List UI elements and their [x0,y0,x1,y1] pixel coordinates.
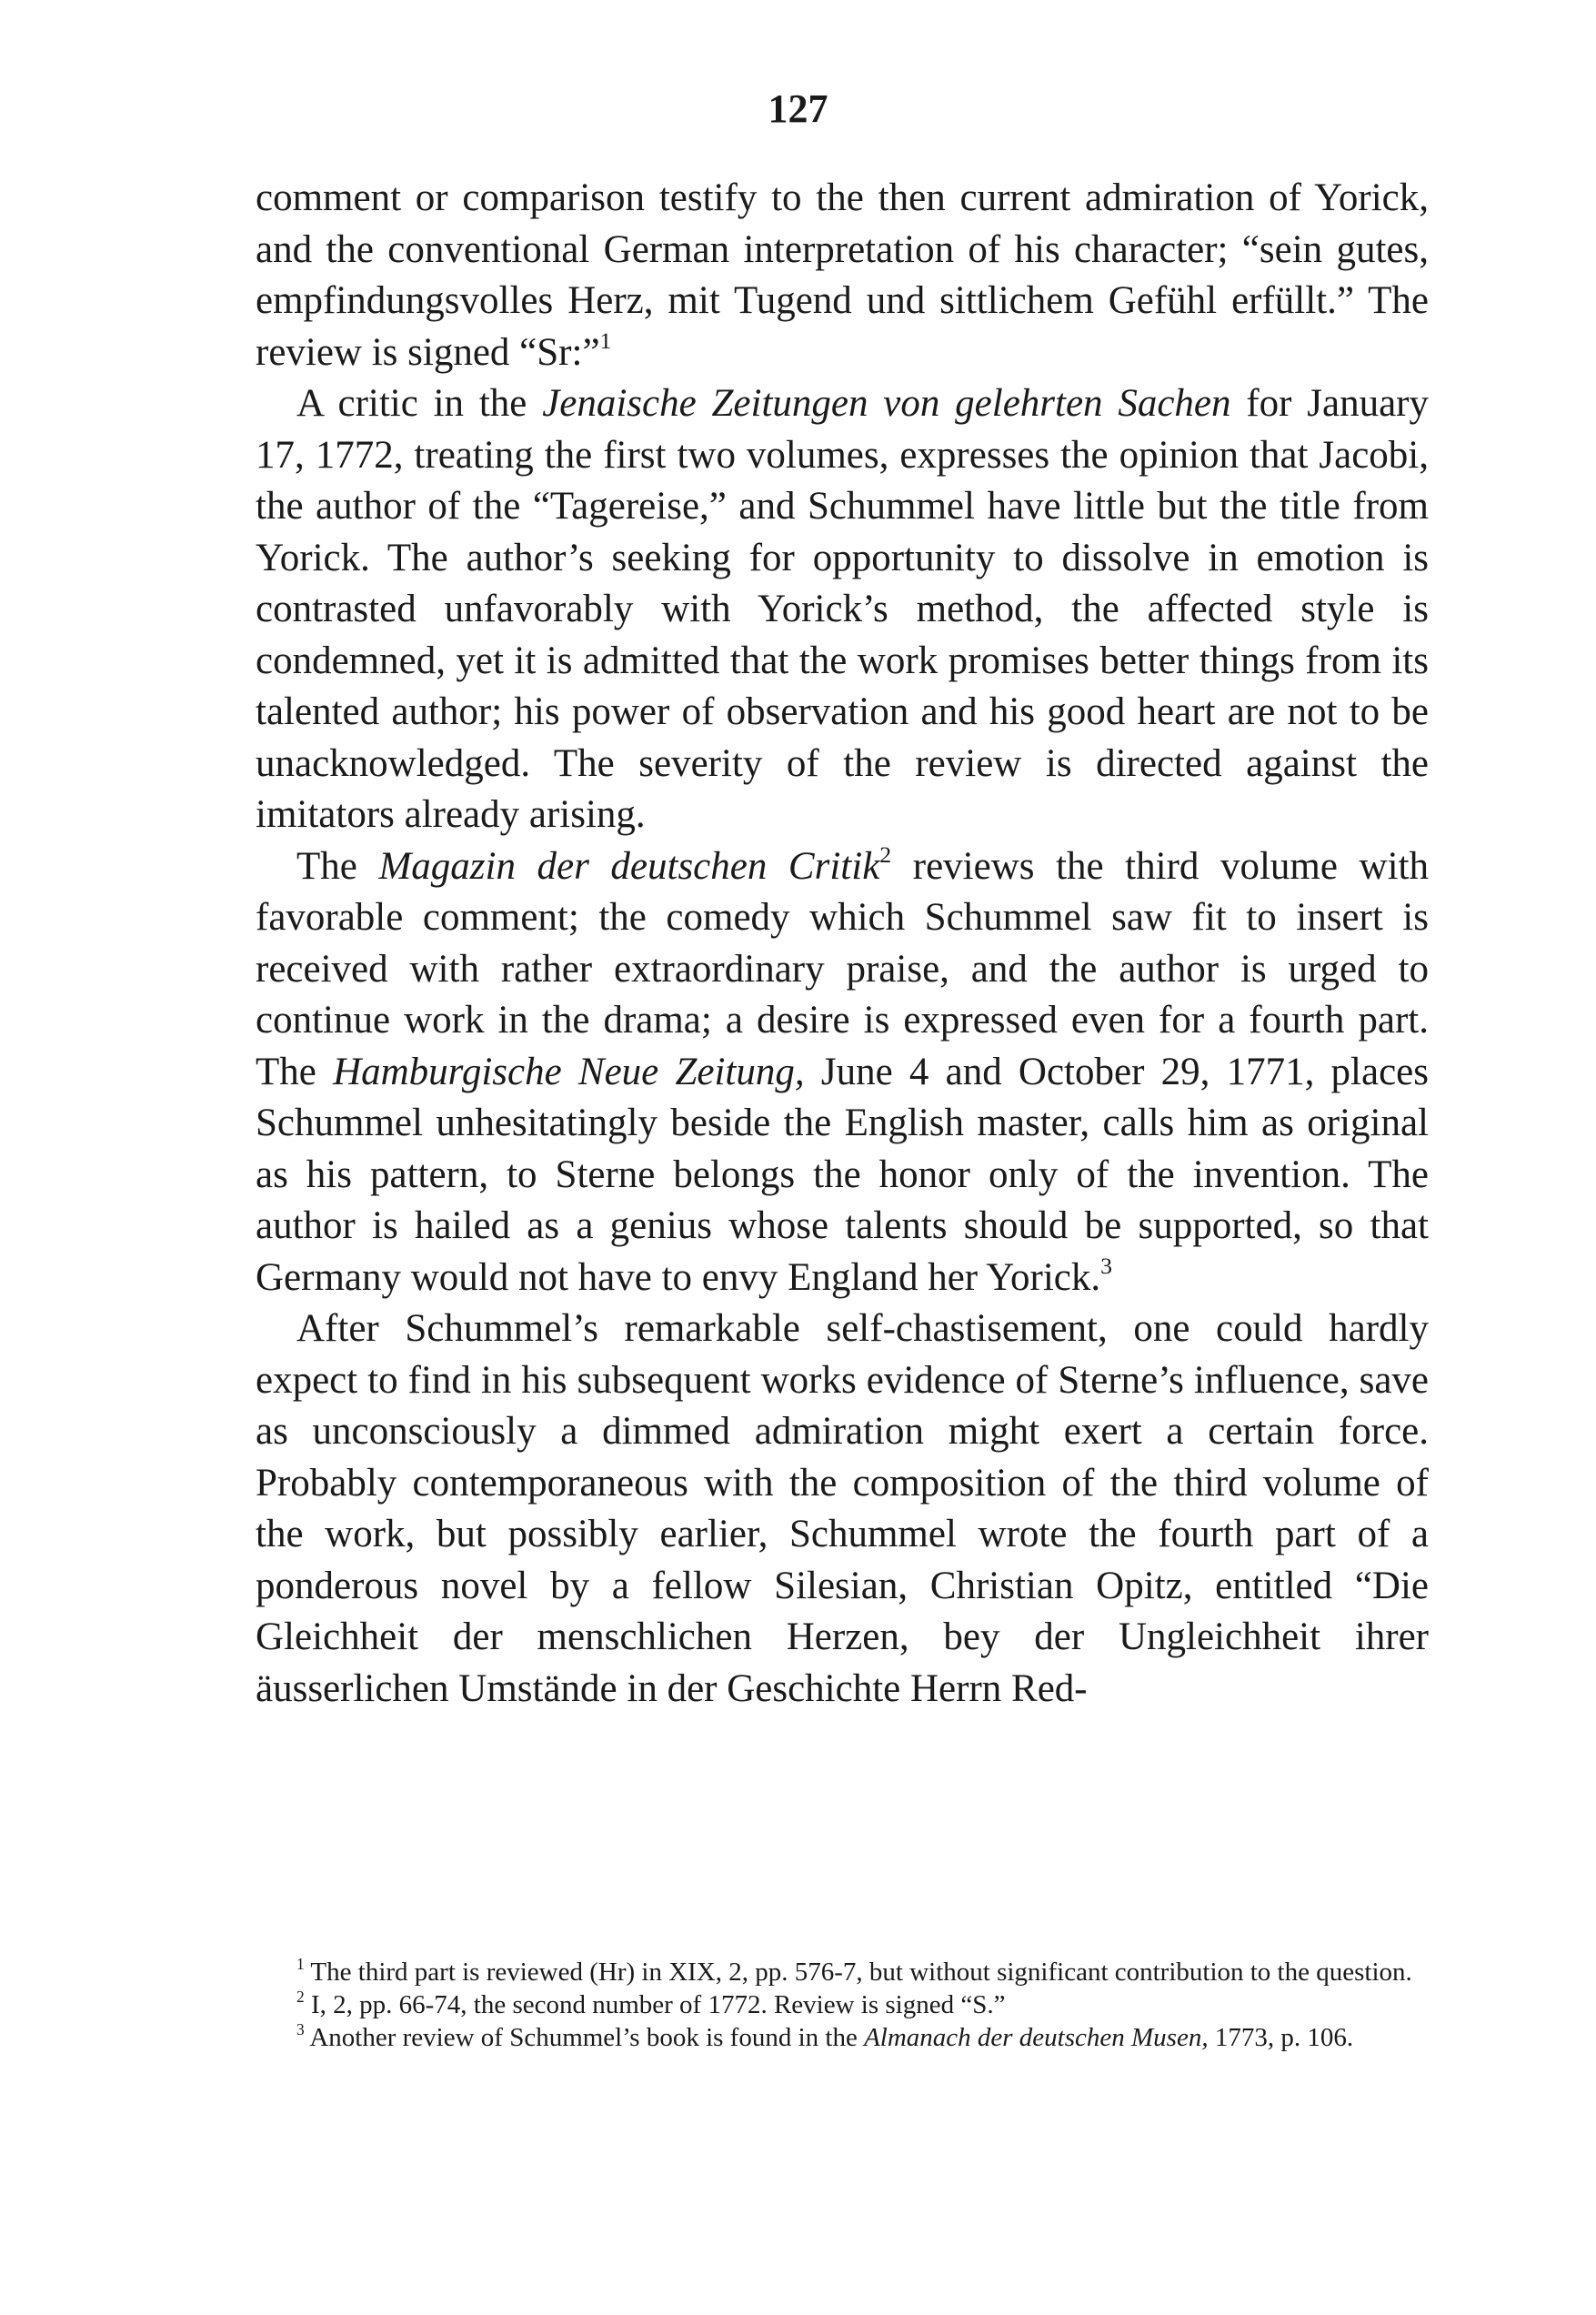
footnote-marker: 1 [296,1954,305,1973]
text-run: A critic in the [296,382,543,425]
paragraph [256,1303,1429,1715]
body-text [256,173,1429,1715]
text-run: The [296,844,379,888]
footnote [256,2021,1429,2054]
text-run: for January 17, 1772, treating the first two volumes, expresses the opinion that Jacobi, the author of the “Tagereise,” and Schummel have little but the title from Yorick. The author’s seeking for opportunity to dissolve in emotion is contrasted unfavorably with Yorick’s method, the affected style is condemned, yet it is admitted that the work promises better things from its talented author; his power of observation and his good heart are not to be unacknowledged. The severity of the review is directed against the imitators already arising. [256,382,1429,836]
italic-title: Jenaische Zeitungen von gelehrten Sachen [542,382,1231,425]
italic-title: Hamburgische Neue Zeitung, [333,1050,805,1093]
text-run: June 4 and October 29, 1771, places Schummel unhesitatingly beside the English master, calls him as original as his pattern, to Sterne belongs the honor only of the invention. The author is hailed as a genius whose talents should be supported, so that Germany would not have to envy England her Yorick. [256,1050,1429,1299]
paragraph [256,841,1429,1304]
footnote-marker: 1 [599,327,612,354]
footnote [256,1988,1429,2021]
footnote-marker: 2 [296,1987,305,2006]
paragraph [256,173,1429,378]
text-run: Another review of Schummel’s book is found in the [304,2023,865,2052]
footnote-marker: 3 [296,2019,305,2038]
italic-title: Magazin der deutschen Critik [378,844,880,888]
footnote-marker: 3 [1100,1252,1113,1279]
footnotes [256,1956,1429,2054]
text-run: The third part is reviewed (Hr) in XIX, 2, pp. 576-7, but without significant contribution to the question. [304,1958,1412,1987]
text-run: comment or comparison testify to the then current admiration of Yorick, and the conventional German interpretation of his character; “sein gutes, empfindungsvolles Herz, mit Tugend und sittlichem Gefühl erfüllt.” The review is signed “Sr:” [256,176,1429,374]
italic-title: Almanach der deutschen Musen, [864,2023,1209,2052]
page-number: 127 [768,86,828,131]
text-run: After Schummel’s remarkable self-chastisement, one could hardly expect to find in his subsequent works evidence of Sterne’s influence, save as unconsciously a dimmed admiration might exert a certain force. Probably contemporaneous with the composition of the third volume of the work, but possibly earlier, Schummel wrote the fourth part of a ponderous novel by a fellow Silesian, Christian Opitz, entitled “Die Gleichheit der menschlichen Herzen, bey der Ungleichheit ihrer äusserlichen Umstände in der Geschichte Herrn Red- [256,1307,1429,1710]
footnote [256,1956,1429,1988]
text-run: I, 2, pp. 66-74, the second number of 1772. Review is signed “S.” [304,1990,1006,2019]
text-run: reviews the third volume with favorable comment; the comedy which Schummel saw fit to insert is received with rather extraordinary praise, and the author is urged to continue work in the drama; a desire is expressed even for a fourth part. The [256,844,1429,1093]
footnote-marker: 2 [879,840,892,868]
text-run: 1773, p. 106. [1208,2023,1354,2052]
paragraph [256,378,1429,841]
